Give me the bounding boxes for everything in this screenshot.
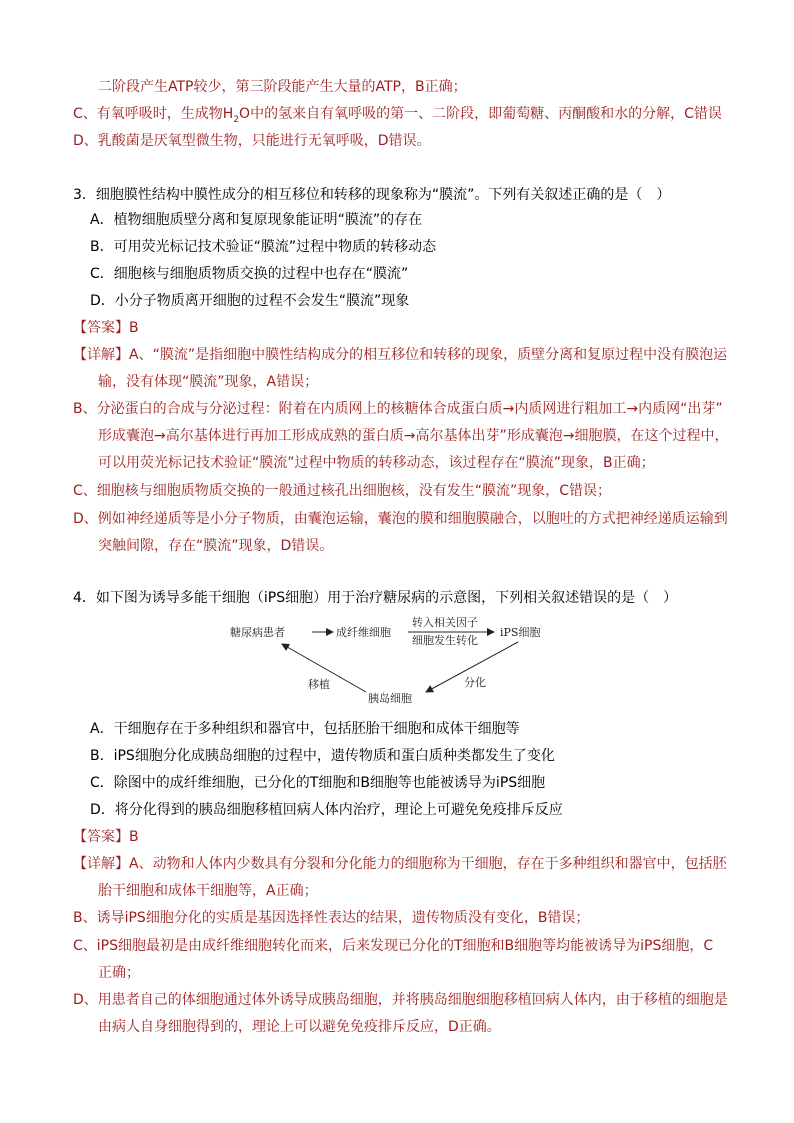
q4-detail-label: 【详解】 [73, 856, 129, 872]
q3-detail-line-3: B、分泌蛋白的合成与分泌过程：附着在内质网上的核糖体合成蛋白质→内质网进行粗加工→内质网“出芽” [73, 401, 723, 417]
q3-option-c: C．细胞核与细胞质物质交换的过程中也存在“膜流” [90, 266, 409, 282]
q4-detail-line-6: D、用患者自己的体细胞通过体外诱导成胰岛细胞，并将胰岛细胞细胞移植回病人体内，由于移植的细胞是 [73, 992, 728, 1008]
prev-line-2-part-a: C、有氧呼吸时，生成物H [73, 106, 234, 122]
q3-detail-label: 【详解】 [73, 347, 129, 363]
node-islet: 胰岛细胞 [368, 692, 412, 705]
q3-detail-line-7: D、例如神经递质等是小分子物质，由囊泡运输，囊泡的膜和细胞膜融合，以胞吐的方式把神经递质运输到 [73, 511, 728, 527]
q3-detail-line-1 [73, 345, 727, 365]
q3-detail-line-2: 输，没有体现“膜流”现象，A错误； [98, 374, 319, 390]
node-ips: iPS细胞 [500, 626, 541, 639]
q4-detail-line-1 [73, 854, 727, 874]
q3-answer-label: 【答案】 [73, 320, 129, 336]
q3-answer-value: B [129, 320, 139, 336]
prev-explanation-line-3: D、乳酸菌是厌氧型微生物，只能进行无氧呼吸，D错误。 [73, 133, 431, 149]
q4-detail-line-5: 正确； [98, 965, 140, 981]
q4-answer-value: B [129, 829, 139, 845]
q3-option-a: A．植物细胞质壁分离和复原现象能证明“膜流”的存在 [90, 212, 423, 228]
q4-detail-line-3: B、诱导iPS细胞分化的实质是基因选择性表达的结果，遗传物质没有变化，B错误； [73, 910, 590, 926]
label-differentiate: 分化 [464, 676, 486, 689]
q4-detail-line-4: C、iPS细胞最初是由成纤维细胞转化而来，后来发现已分化的T细胞和B细胞等均能被诱导为iPS细胞，C [73, 938, 714, 954]
node-patient: 糖尿病患者 [230, 626, 285, 639]
label-transplant: 移植 [308, 678, 330, 691]
label-cell-transformation: 细胞发生转化 [412, 634, 478, 647]
q4-option-d: D．将分化得到的胰岛细胞移植回病人体内治疗，理论上可避免免疫排斥反应 [90, 802, 563, 818]
q3-stem: 3．细胞膜性结构中膜性成分的相互移位和转移的现象称为“膜流”。下列有关叙述正确的是（ ） [73, 187, 671, 203]
prev-explanation-line-1: 二阶段产生ATP较少，第三阶段能产生大量的ATP，B正确； [98, 79, 467, 95]
ips-therapy-diagram [228, 612, 568, 712]
prev-explanation-line-2 [73, 104, 722, 130]
node-fibroblast: 成纤维细胞 [336, 626, 391, 639]
q3-detail-line-8: 突触间隙，存在“膜流”现象，D错误。 [98, 538, 334, 554]
label-transfer-factors: 转入相关因子 [412, 616, 478, 629]
q3-detail-line-5: 可以用荧光标记技术验证“膜流”过程中物质的转移动态，该过程存在“膜流”现象，B正确； [98, 455, 655, 471]
q4-option-b: B．iPS细胞分化成胰岛细胞的过程中，遗传物质和蛋白质种类都发生了变化 [90, 748, 555, 764]
prev-line-2-part-b: O中的氢来自有氧呼吸的第一、二阶段，即葡萄糖、丙酮酸和水的分解，C错误 [239, 106, 722, 122]
q4-answer-label: 【答案】 [73, 829, 129, 845]
q4-stem: 4．如下图为诱导多能干细胞（iPS细胞）用于治疗糖尿病的示意图，下列相关叙述错误的是（ ） [73, 590, 678, 606]
q3-option-b: B．可用荧光标记技术验证“膜流”过程中物质的转移动态 [90, 239, 437, 255]
q4-detail-line-2: 胎干细胞和成体干细胞等，A正确； [98, 883, 318, 899]
q4-answer [73, 827, 139, 847]
q4-detail-text-1: A、动物和人体内少数具有分裂和分化能力的细胞称为干细胞，存在于多种组织和器官中，包括胚 [129, 856, 727, 872]
q3-detail-text-1: A、“膜流”是指细胞中膜性结构成分的相互移位和转移的现象，质壁分离和复原过程中没有膜泡运 [129, 347, 728, 363]
q3-detail-line-4: 形成囊泡→高尔基体进行再加工形成成熟的蛋白质→高尔基体出芽”形成囊泡→细胞膜，在这个过程中， [98, 428, 729, 444]
q4-option-c: C．除图中的成纤维细胞，已分化的T细胞和B细胞等也能被诱导为iPS细胞 [90, 775, 546, 791]
q3-detail-line-6: C、细胞核与细胞质物质交换的一般通过核孔出细胞核，没有发生“膜流”现象，C错误； [73, 483, 612, 499]
q3-option-d: D．小分子物质离开细胞的过程不会发生“膜流”现象 [90, 293, 410, 309]
prev-line-2-subscript: 2 [233, 114, 240, 125]
q3-answer [73, 318, 139, 338]
q4-detail-line-7: 由病人自身细胞得到的，理论上可以避免免疫排斥反应，D正确。 [98, 1019, 501, 1035]
q4-option-a: A．干细胞存在于多种组织和器官中，包括胚胎干细胞和成体干细胞等 [90, 721, 520, 737]
